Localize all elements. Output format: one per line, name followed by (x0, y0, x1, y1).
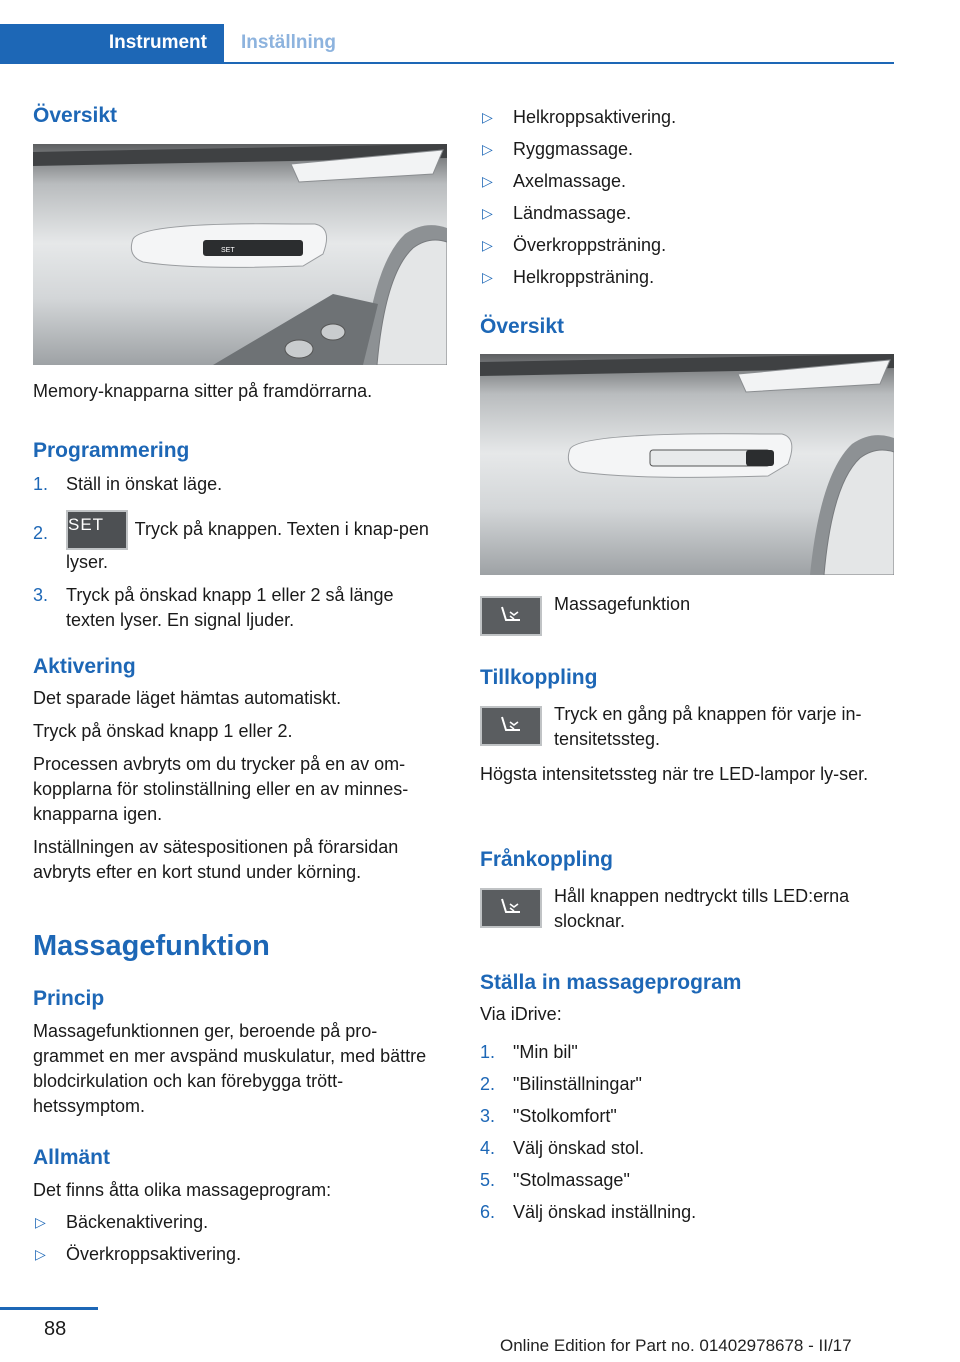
set-program-steps (480, 1040, 894, 1225)
set-button-icon: SET (66, 510, 128, 550)
photo-set-label: SET (221, 247, 235, 254)
left-overview-heading: Översikt (33, 104, 118, 127)
step-number: 3. (480, 1106, 496, 1126)
step-number: 5. (480, 1170, 496, 1190)
switch-off-heading: Frånkoppling (480, 848, 613, 871)
switch-on-icon-row (480, 706, 542, 746)
seat-massage-icon (480, 706, 542, 746)
step-text: Tryck på önskad knapp 1 eller 2 så länge texten lyser. En signal ljuder. (66, 585, 394, 630)
triangle-right-icon: ▷ (482, 205, 493, 221)
list-item: ▷ Överkroppsaktivering. (33, 1242, 447, 1267)
massage-button-photo (480, 354, 894, 575)
step-number: 6. (480, 1202, 496, 1222)
door-panel-illustration (480, 354, 894, 575)
right-overview-heading: Översikt (480, 315, 565, 338)
tab-installning[interactable]: Inställning (241, 32, 336, 53)
switch-off-icon-row (480, 888, 542, 928)
activation-text (33, 686, 447, 885)
door-panel-illustration (33, 144, 447, 365)
triangle-right-icon: ▷ (482, 269, 493, 285)
activation-heading: Aktivering (33, 655, 136, 678)
programming-heading: Programmering (33, 439, 190, 462)
activation-paragraph: Det sparade läget hämtas automatiskt. (33, 688, 342, 708)
seat-massage-icon (480, 596, 542, 636)
set-program-intro: Via iDrive: (480, 1004, 562, 1024)
step-text: "Bilinställningar" (513, 1074, 642, 1094)
step-number: 1. (33, 474, 49, 494)
list-item: ▷ Helkroppsaktivering. (480, 105, 894, 130)
triangle-right-icon: ▷ (482, 237, 493, 253)
step-1 (33, 472, 447, 497)
general-heading: Allmänt (33, 1146, 111, 1169)
tab-instrument[interactable]: Instrument (0, 24, 224, 62)
step-number: 2. (33, 523, 49, 543)
switch-on-heading: Tillkoppling (480, 666, 598, 689)
step-number: 1. (480, 1042, 496, 1062)
step-number: 4. (480, 1138, 496, 1158)
list-item: ▷ Ländmassage. (480, 201, 894, 226)
set-program-heading: Ställa in massageprogram (480, 971, 742, 994)
list-item: ▷ Axelmassage. (480, 169, 894, 194)
activation-paragraph: Tryck på önskad knapp 1 eller 2. (33, 721, 293, 741)
memory-buttons-photo (33, 144, 447, 365)
footer-rule (0, 1307, 98, 1310)
principle-heading: Princip (33, 987, 105, 1010)
step-text: Välj önskad stol. (513, 1138, 645, 1158)
step-number: 2. (480, 1074, 496, 1094)
massage-icon-caption: Massagefunktion (554, 594, 691, 614)
triangle-right-icon: ▷ (35, 1246, 46, 1262)
photo-caption: Memory-knapparna sitter på framdörrarna. (33, 381, 373, 401)
switch-on-text: Högsta intensitetssteg när tre LED-lampor ly‐ser. (480, 764, 869, 784)
step-number: 3. (33, 585, 49, 605)
activation-paragraph: Processen avbryts om du trycker på en av om‐kopplarna för stolinställning eller en av minnes‐knapparna igen. (33, 754, 409, 824)
step-2 (33, 510, 447, 575)
massage-icon-row (480, 596, 542, 636)
list-item: ▷ Bäckenaktivering. (33, 1210, 447, 1235)
step-text: "Min bil" (513, 1042, 578, 1062)
triangle-right-icon: ▷ (482, 173, 493, 189)
step-text: Välj önskad inställning. (513, 1202, 697, 1222)
principle-text: Massagefunktionnen ger, beroende på pro‐grammet en mer avspänd muskulatur, med bättre blodcirkulation och kan förebygga trött‐hetssymptom. (33, 1021, 427, 1116)
step-text: Ställ in önskat läge. (66, 474, 223, 494)
switch-on-icon-text: Tryck en gång på knappen för varje in‐tensitetssteg. (554, 704, 862, 749)
step-3 (480, 1104, 894, 1129)
footer-edition: Online Edition for Part no. 01402978678 - II/17 (500, 1336, 852, 1355)
triangle-right-icon: ▷ (35, 1214, 46, 1230)
step-3 (33, 583, 447, 633)
switch-off-icon-text: Håll knappen nedtryckt tills LED:erna slocknar. (554, 886, 850, 931)
massage-program-list-continued (480, 105, 894, 290)
list-item: ▷ Helkroppsträning. (480, 265, 894, 290)
step-text: "Stolmassage" (513, 1170, 630, 1190)
general-text: Det finns åtta olika massageprogram: (33, 1180, 332, 1200)
list-item: ▷ Ryggmassage. (480, 137, 894, 162)
list-item: ▷ Överkroppsträning. (480, 233, 894, 258)
step-text: "Stolkomfort" (513, 1106, 617, 1126)
step-1 (480, 1040, 894, 1065)
step-4 (480, 1136, 894, 1161)
step-2 (480, 1072, 894, 1097)
seat-massage-icon (480, 888, 542, 928)
programming-steps (33, 472, 447, 633)
massage-section-title: Massagefunktion (33, 930, 270, 962)
step-5 (480, 1168, 894, 1193)
activation-paragraph: Inställningen av sätespositionen på förarsidan avbryts efter en kort stund under körning. (33, 837, 399, 882)
page-number: 88 (44, 1318, 67, 1340)
triangle-right-icon: ▷ (482, 109, 493, 125)
massage-program-list (33, 1210, 447, 1267)
step-6 (480, 1200, 894, 1225)
triangle-right-icon: ▷ (482, 141, 493, 157)
step-text: Tryck på knappen. Texten i knap‐pen lyser. (66, 518, 429, 572)
